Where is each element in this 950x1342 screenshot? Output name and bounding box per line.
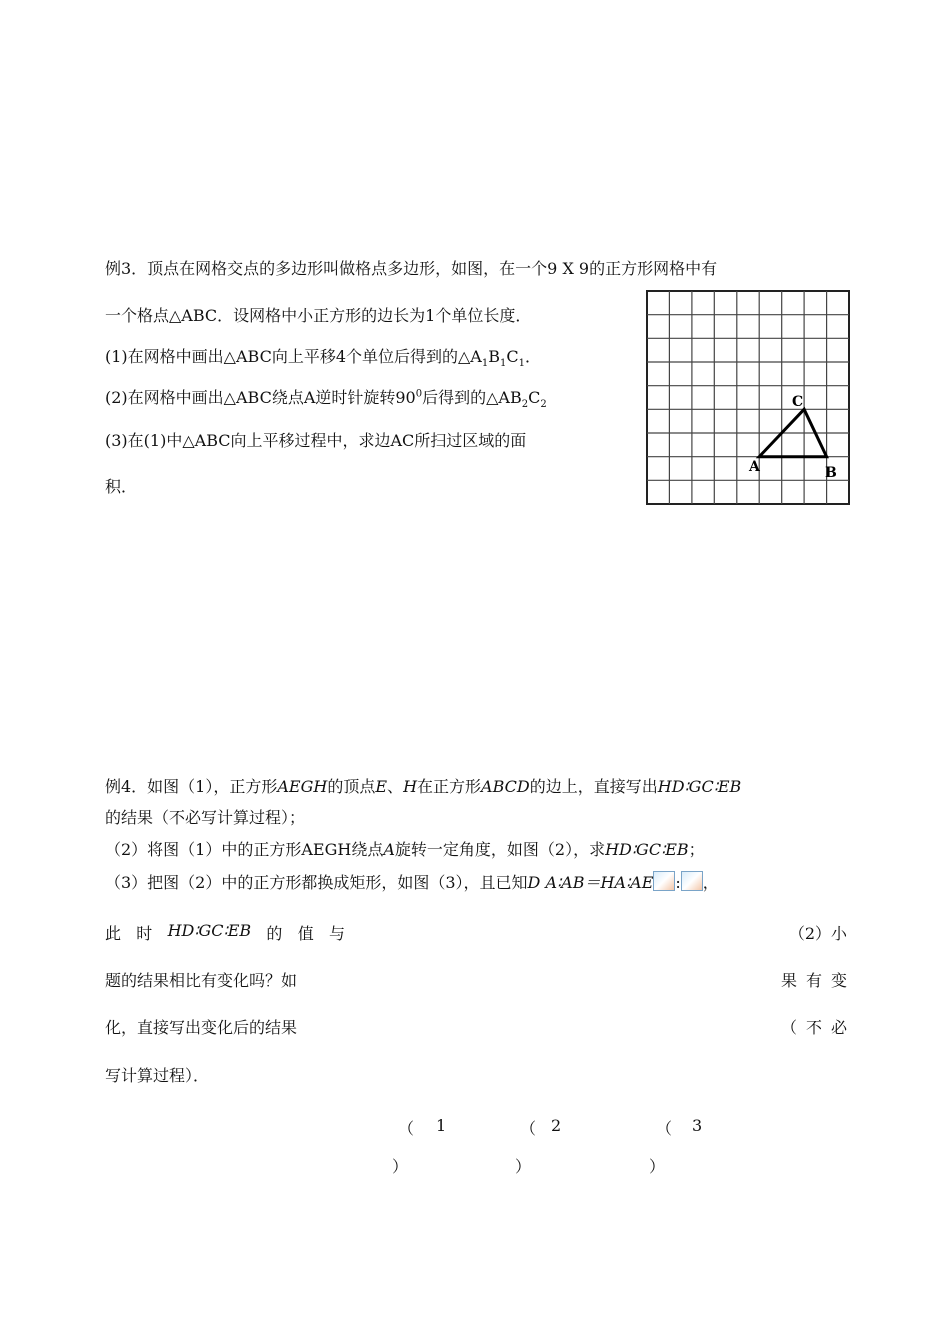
ex3-line1: 例3．顶点在网格交点的多边形叫做格点多边形，如图，在一个9 X 9的正方形网格中有: [105, 259, 718, 278]
ex4-line8: 写计算过程）．: [105, 1066, 210, 1085]
ex4-line7-left: 化，直接写出变化后的结果: [105, 1018, 298, 1037]
caption-3-num: 3: [692, 1116, 703, 1135]
missing-image-icon: [681, 871, 703, 891]
caption-3-close: ）: [649, 1157, 666, 1176]
caption-2-close: ）: [515, 1157, 532, 1176]
ex4-line7-right: （ 不 必: [781, 1018, 847, 1037]
ex4-line1: 例4．如图（1），正方形AEGH的顶点E、H在正方形ABCD的边上，直接写出HD∶GC∶EB: [105, 777, 742, 796]
caption-3-open: （: [656, 1119, 673, 1138]
ex4-line6-right: 果 有 变: [781, 971, 847, 990]
grid-figure: [645, 289, 851, 506]
ex3-line2: 一个格点△ABC．设网格中小正方形的边长为1个单位长度．: [105, 306, 532, 325]
ex3-question3: (3)在(1)中△ABC向上平移过程中，求边AC所扫过区域的面: [105, 431, 527, 450]
ex4-question2: （2）将图（1）中的正方形AEGH绕点A旋转一定角度，如图（2），求HD∶GC∶EB；: [105, 840, 705, 859]
caption-2-num: 2: [551, 1116, 562, 1135]
label-c: C: [792, 394, 804, 410]
label-a: A: [749, 459, 760, 475]
missing-image-icon: [653, 871, 675, 891]
ex4-line6-left: 题的结果相比有变化吗？如: [105, 971, 298, 990]
caption-1-open: （: [398, 1119, 415, 1138]
caption-1-close: ）: [392, 1157, 409, 1176]
ex4-line2: 的结果（不必写计算过程）；: [105, 808, 306, 827]
caption-1-num: 1: [436, 1116, 447, 1135]
ex3-question1: (1)在网格中画出△ABC向上平移4个单位后得到的$\triangle A_1B_1C_1$．: [105, 347, 542, 370]
ex3-question3-cont: 积．: [105, 477, 138, 496]
ex4-line5-left: 此 时 HD∶GC∶EB 的 值 与: [105, 921, 345, 943]
ex4-question3: （3）把图（2）中的正方形都换成矩形，如图（3），且已知D A∶AB＝HA∶AE : ，: [105, 873, 719, 892]
label-b: B: [825, 465, 837, 481]
ex4-line5-right: （2）小: [788, 924, 847, 943]
ex3-question2: (2)在网格中画出△ABC绕点A逆时针旋转$90^0$后得到的$\triangle AB_2C_2$: [105, 388, 547, 411]
caption-2-open: （: [520, 1119, 537, 1138]
